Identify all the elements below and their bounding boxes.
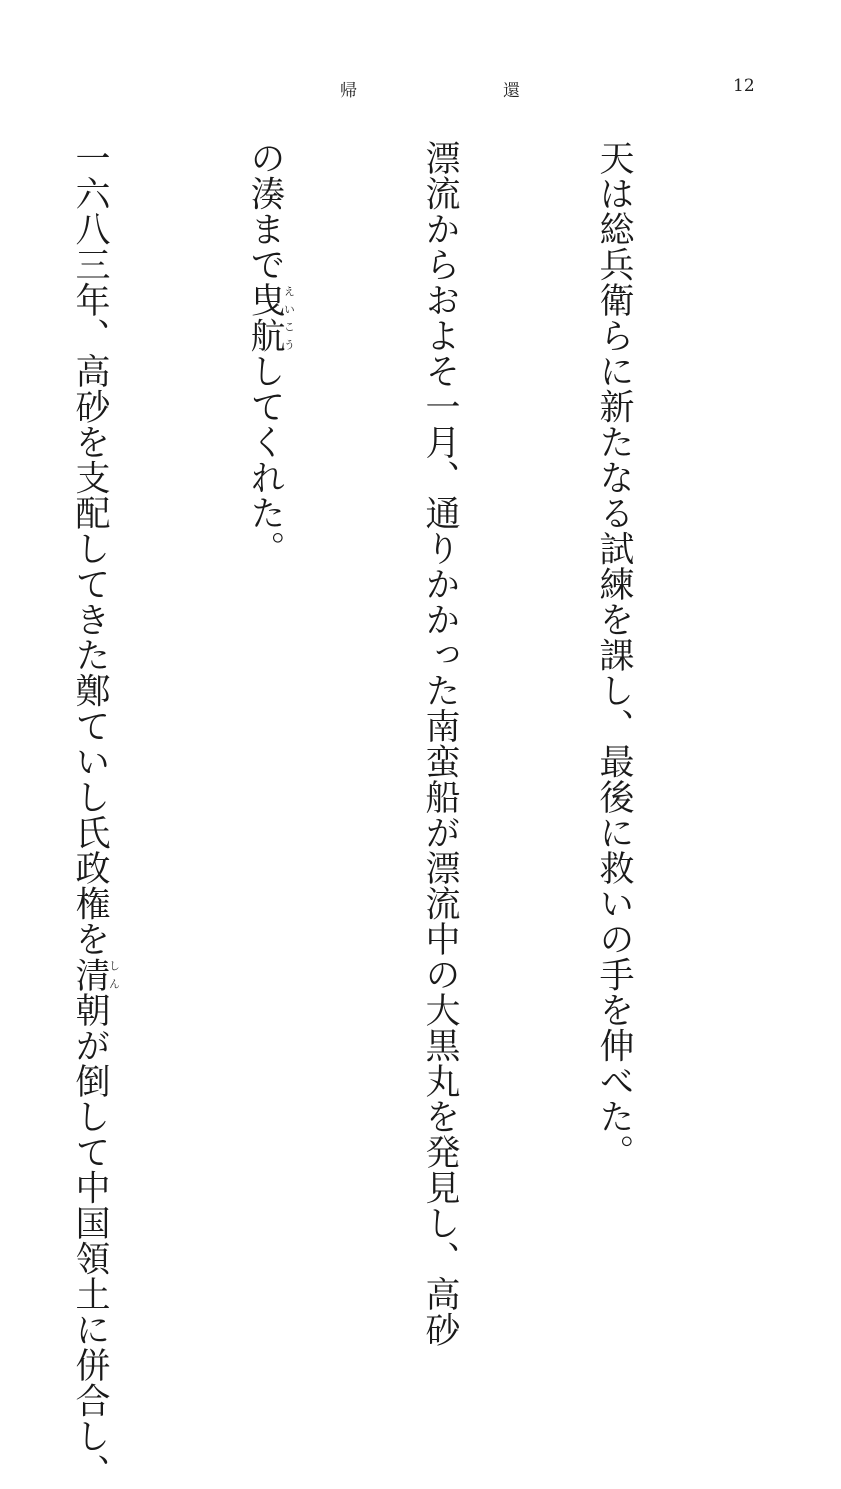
text-line: の湊まで曳航えいこうしてくれた。 <box>245 140 296 566</box>
page-number: 12 <box>733 76 755 96</box>
text-line: 一六八三年、高砂を支配してきた鄭ていし氏政権を清しん朝が倒して中国領土に併合し、 <box>70 140 121 1489</box>
text-line: 天は総兵衛らに新たなる試練を課し、最後に救いの手を伸べた。 <box>594 140 634 1170</box>
furigana: 清しん <box>70 956 121 992</box>
header-title-right: 還 <box>503 81 520 101</box>
header-title-left: 帰 <box>340 81 357 101</box>
vertical-body-text <box>70 140 759 1489</box>
furigana: 曳航えいこう <box>245 282 296 353</box>
running-header <box>340 76 520 101</box>
text-line: 漂流からおよそ一月、通りかかった南蛮船が漂流中の大黒丸を発見し、高砂 <box>420 140 460 1347</box>
